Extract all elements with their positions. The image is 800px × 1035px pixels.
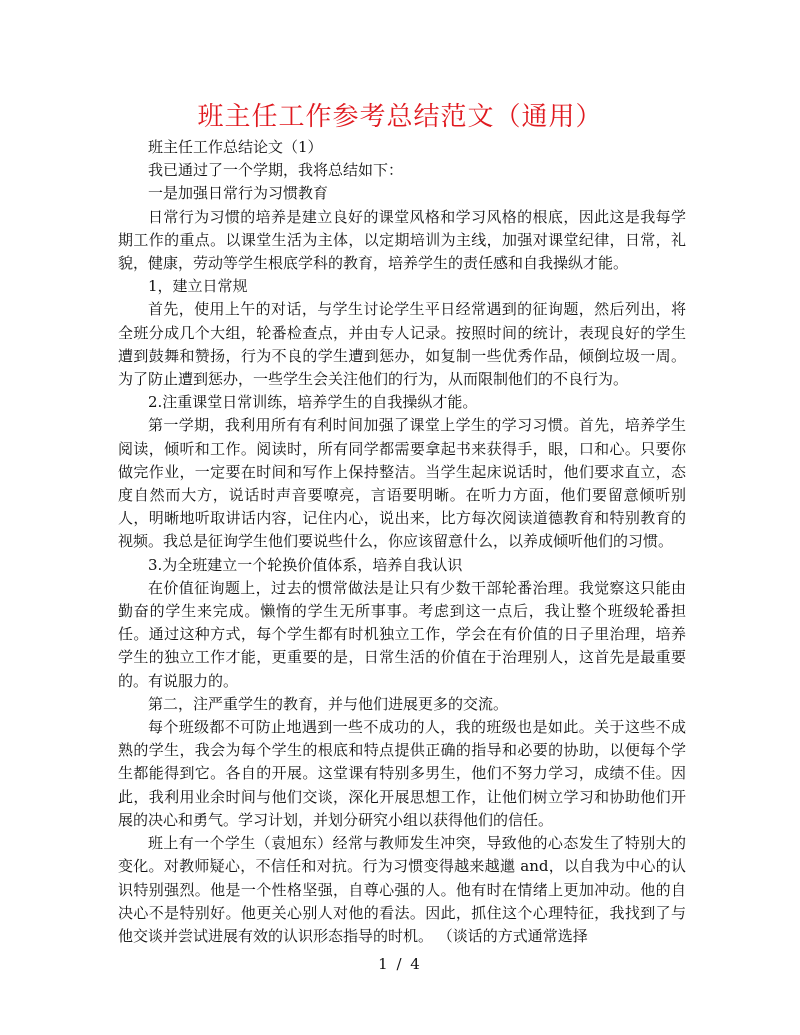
section-heading: 2.注重课堂日常训练，培养学生的自我操纵才能。 — [148, 393, 478, 412]
paragraph: 每个班级都不可防止地遇到一些不成功的人，我的班级也是如此。关于这些不成熟的学生，我会为每个学生的根底和特点提供正确的指导和必要的协助，以便每个学生都能得到它。各自的开展。这堂课有特别多男生，他们不努力学习，成绩不佳。因此，我利用业余时间与他们交谈，深化开展思想工作，让他们树立学习和协助他们开展的决心和勇气。学习计划，并划分研究小组以获得他们的信任。 — [118, 718, 686, 829]
paragraph: 班上有一个学生（袁旭东）经常与教师发生冲突，导致他的心态发生了特别大的变化。对教师疑心，不信任和对抗。行为习惯变得越来越邋 and，以自我为中心的认识特别强烈。他是一个性格坚强，自尊心强的人。他有时在情绪上更加冲动。他的自决心不是特别好。他更关心别人对他的看法。因此，抓住这个心理特征，我找到了与他交谈并尝试进展有效的认识形态指导的时机。 （谈话的方式通常选择 — [118, 834, 686, 945]
section-heading: 3.为全班建立一个轮换价值体系，培养自我认识 — [148, 555, 463, 574]
paragraph: 日常行为习惯的培养是建立良好的课堂风格和学习风格的根底，因此这是我每学期工作的重点。以课堂生活为主体，以定期培训为主线，加强对课堂纪律，日常，礼貌，健康，劳动等学生根底学科的教育，培养学生的责任感和自我操纵才能。 — [118, 207, 686, 273]
paragraph: 在价值征询题上，过去的惯常做法是让只有少数干部轮番治理。我觉察这只能由勤奋的学生来完成。懒惰的学生无所事事。考虑到这一点后，我让整个班级轮番担任。通过这种方式，每个学生都有时机独立工作，学会在有价值的日子里治理，培养学生的独立工作才能，更重要的是，日常生活的价值在于治理别人，这首先是最重要的。有说服力的。 — [118, 578, 686, 690]
section-heading: 班主任工作总结论文（1） — [148, 138, 323, 156]
paragraph: 首先，使用上午的对话，与学生讨论学生平日经常遇到的征询题，然后列出，将全班分成几个大组，轮番检查点，并由专人记录。按照时间的统计，表现良好的学生遭到鼓舞和赞扬，行为不良的学生遭到惩办，如复制一些优秀作品，倾倒垃圾一周。为了防止遭到惩办，一些学生会关注他们的行为，从而限制他们的不良行为。 — [118, 300, 686, 389]
section-heading: 一是加强日常行为习惯教育 — [148, 184, 329, 203]
section-heading: 1，建立日常规 — [148, 277, 248, 296]
section-heading: 第二，注严重学生的教育，并与他们进展更多的交流。 — [148, 694, 509, 713]
document-body — [118, 136, 686, 948]
paragraph: 我已通过了一个学期，我将总结如下： — [148, 161, 404, 180]
page-number: 1 / 4 — [378, 955, 422, 973]
paragraph: 第一学期，我利用所有有利时间加强了课堂上学生的学习习惯。首先，培养学生阅读，倾听和工作。阅读时，所有同学都需要拿起书来获得手，眼，口和心。只要你做完作业，一定要在时间和写作上保持整洁。当学生起床说话时，他们要求直立，态度自然而大方，说话时声音要嘹亮，言语要明晰。在听力方面，他们要留意倾听别人，明晰地听取讲话内容，记住内心，说出来，比方每次阅读道德教育和特别教育的视频。我总是征询学生他们要说些什么，你应该留意什么，以养成倾听他们的习惯。 — [118, 416, 686, 551]
document-title: 班主任工作参考总结范文（通用） — [197, 102, 603, 132]
